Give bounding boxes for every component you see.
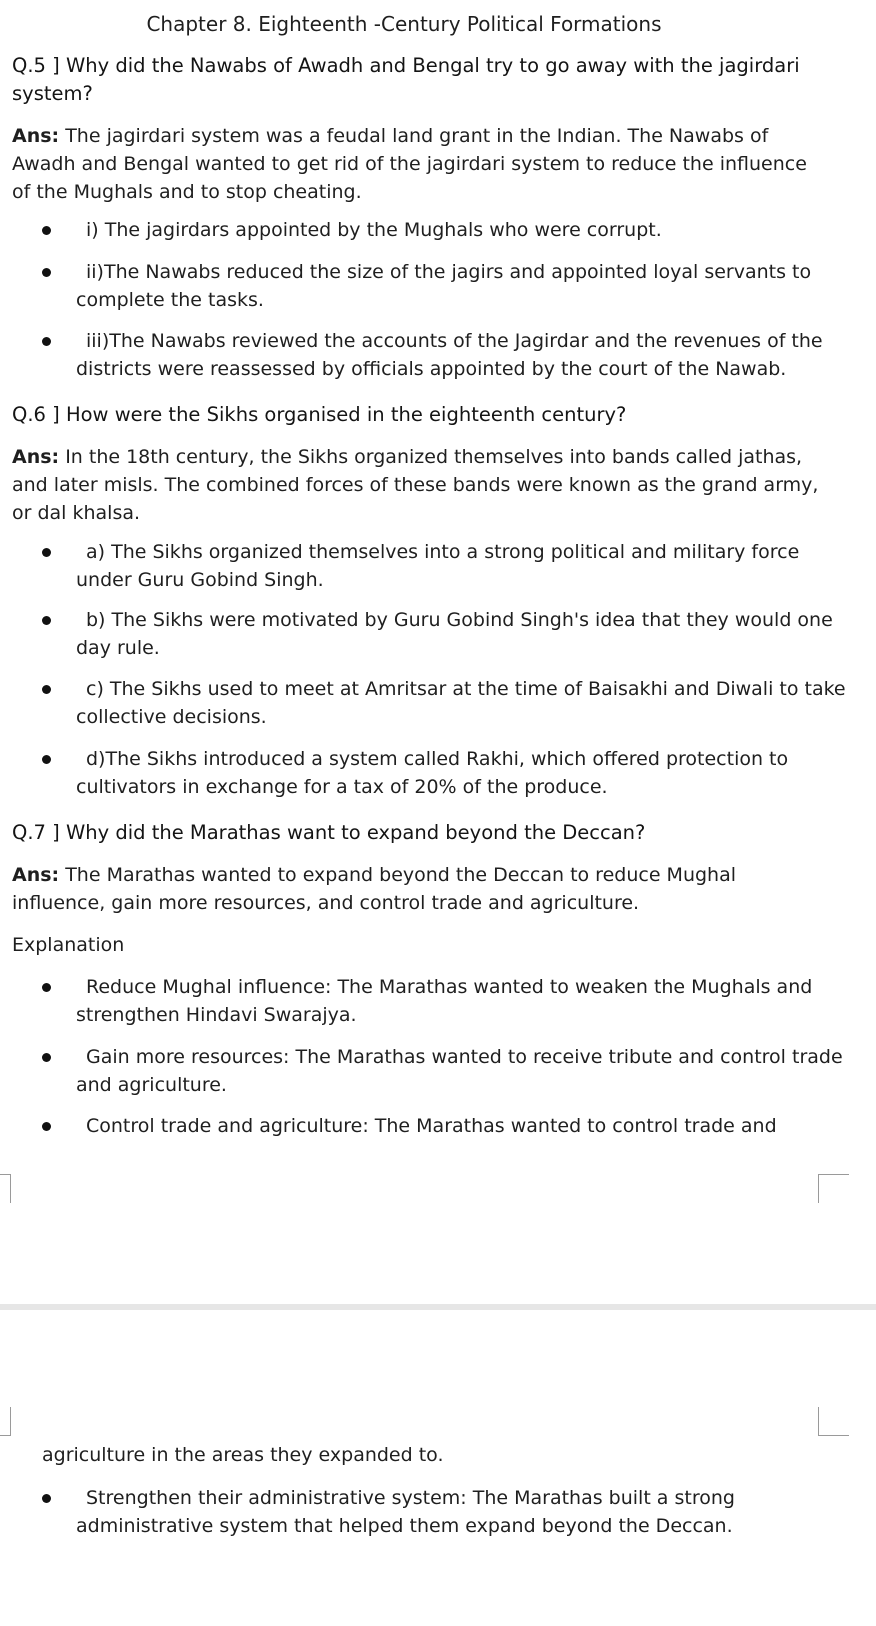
- list-item: c) The Sikhs used to meet at Amritsar at the time of Baisakhi and Diwali to take collective decisions.: [42, 675, 846, 731]
- bullet-icon: [42, 755, 51, 764]
- question-5: Q.5 ] Why did the Nawabs of Awadh and Bengal try to go away with the jagirdari system?: [12, 54, 800, 105]
- page-separator: [0, 1304, 876, 1310]
- answer-5-text: The jagirdari system was a feudal land grant in the Indian. The Nawabs of Awadh and Bengal wanted to get rid of the jagirdari system to reduce the influence of the Mughals and to stop cheating.: [12, 125, 807, 203]
- chapter-title: Chapter 8. Eighteenth -Century Political Formations: [146, 12, 662, 36]
- bullet-icon: [42, 337, 51, 346]
- bullet-icon: [42, 226, 51, 235]
- bullet-icon: [42, 1122, 51, 1131]
- list-item: Gain more resources: The Marathas wanted to receive tribute and control trade and agriculture.: [42, 1043, 846, 1099]
- answer-7-text: The Marathas wanted to expand beyond the Deccan to reduce Mughal influence, gain more resources, and control trade and agriculture.: [12, 864, 737, 914]
- crop-mark: [0, 1407, 11, 1436]
- question-7: Q.7 ] Why did the Marathas want to expand beyond the Deccan?: [12, 821, 646, 844]
- crop-mark: [818, 1407, 849, 1436]
- question-6: Q.6 ] How were the Sikhs organised in the eighteenth century?: [12, 403, 627, 426]
- bullet-icon: [42, 685, 51, 694]
- bullet-icon: [42, 548, 51, 557]
- bullet-icon: [42, 1053, 51, 1062]
- list-item: b) The Sikhs were motivated by Guru Gobind Singh's idea that they would one day rule.: [42, 606, 846, 662]
- bullet-icon: [42, 983, 51, 992]
- bullet-icon: [42, 268, 51, 277]
- bullet-icon: [42, 616, 51, 625]
- list-item: a) The Sikhs organized themselves into a strong political and military force under Guru Gobind Singh.: [42, 538, 846, 594]
- list-item: ii)The Nawabs reduced the size of the jagirs and appointed loyal servants to complete the tasks.: [42, 258, 846, 314]
- crop-mark: [0, 1174, 11, 1203]
- answer-7: [12, 861, 824, 917]
- answer-label: Ans:: [12, 446, 60, 468]
- answer-6-text: In the 18th century, the Sikhs organized themselves into bands called jathas, and later misls. The combined forces of these bands were known as the grand army, or dal khalsa.: [12, 446, 819, 524]
- bullet-icon: [42, 1494, 51, 1503]
- list-item: Reduce Mughal influence: The Marathas wanted to weaken the Mughals and strengthen Hindavi Swarajya.: [42, 973, 846, 1029]
- list-item: i) The jagirdars appointed by the Mughals who were corrupt.: [42, 216, 846, 244]
- list-item: iii)The Nawabs reviewed the accounts of the Jagirdar and the revenues of the districts were reassessed by officials appointed by the court of the Nawab.: [42, 327, 846, 383]
- answer-5: [12, 122, 824, 206]
- explanation-label: Explanation: [12, 934, 125, 956]
- list-item: Control trade and agriculture: The Marathas wanted to control trade and: [42, 1112, 846, 1140]
- crop-mark: [818, 1174, 849, 1203]
- answer-label: Ans:: [12, 125, 60, 147]
- continued-text: agriculture in the areas they expanded to.: [42, 1444, 444, 1466]
- answer-label: Ans:: [12, 864, 60, 886]
- answer-6: [12, 443, 824, 527]
- list-item: Strengthen their administrative system: The Marathas built a strong administrative system that helped them expand beyond the Deccan.: [42, 1484, 846, 1540]
- list-item: d)The Sikhs introduced a system called Rakhi, which offered protection to cultivators in exchange for a tax of 20% of the produce.: [42, 745, 846, 801]
